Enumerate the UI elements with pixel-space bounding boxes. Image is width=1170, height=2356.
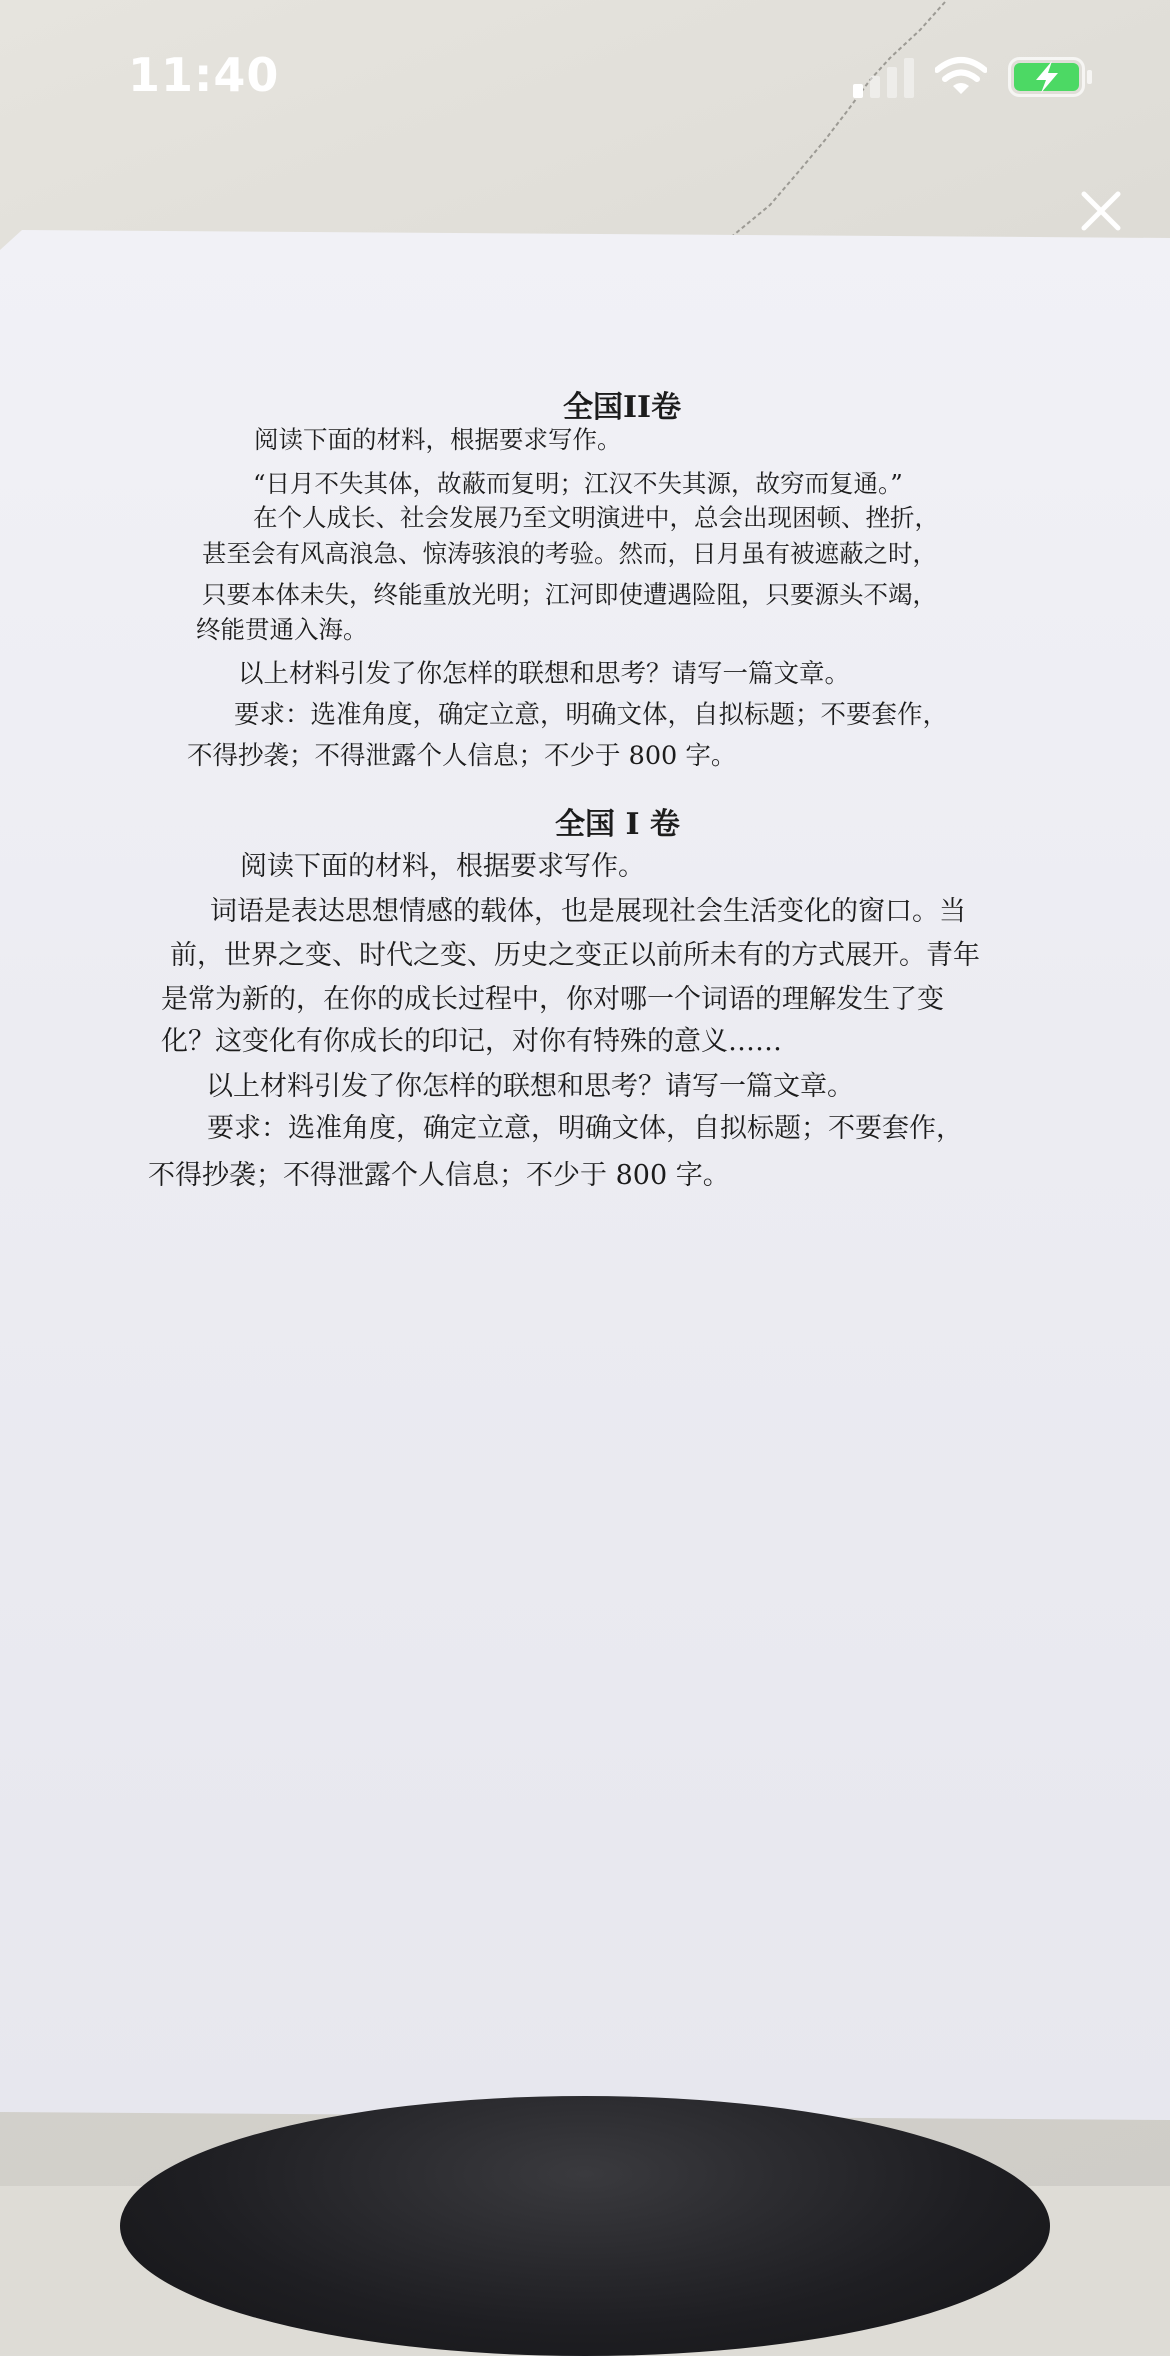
section-2-line: 不得抄袭；不得泄露个人信息；不少于 800 字。 xyxy=(187,741,737,771)
section-2-line: 阅读下面的材料，根据要求写作。 xyxy=(254,425,622,454)
section-2-line: “日月不失其体，故蔽而复明；江汉不失其源，故穷而复通。” xyxy=(253,469,903,498)
section-2-line: 只要本体未失，终能重放光明；江河即使遭遇险阻，只要源头不竭， xyxy=(202,580,937,609)
status-bar xyxy=(0,0,1170,150)
section-2-line: 终能贯通入海。 xyxy=(196,615,368,644)
section-1-line: 是常为新的，在你的成长过程中，你对哪一个词语的理解发生了变 xyxy=(161,984,944,1015)
battery-charging-icon xyxy=(1008,57,1094,97)
section-1-line: 词语是表达思想情感的载体，也是展现社会生活变化的窗口。当 xyxy=(210,896,966,927)
section-2-line: 甚至会有风高浪急、惊涛骇浪的考验。然而，日月虽有被遮蔽之时， xyxy=(202,539,937,568)
section-1-line: 不得抄袭；不得泄露个人信息；不少于 800 字。 xyxy=(148,1160,730,1191)
wifi-icon xyxy=(935,56,987,96)
section-1-line: 前，世界之变、时代之变、历史之变正以前所未有的方式展开。青年 xyxy=(170,940,980,971)
section-1-line: 阅读下面的材料，根据要求写作。 xyxy=(240,851,645,882)
section-1-line: 以上材料引发了你怎样的联想和思考？请写一篇文章。 xyxy=(206,1071,854,1102)
cellular-signal-icon xyxy=(853,58,915,98)
close-icon[interactable] xyxy=(1078,188,1124,234)
section-1-line: 要求：选准角度，确定立意，明确文体，自拟标题；不要套作， xyxy=(207,1113,963,1144)
dark-object-foreground xyxy=(120,2096,1050,2356)
section-1-line: 化？这变化有你成长的印记，对你有特殊的意义…… xyxy=(161,1026,782,1057)
section-1-title: 全国 I 卷 xyxy=(555,807,680,842)
section-2-line: 要求：选准角度，确定立意，明确文体，自拟标题；不要套作， xyxy=(234,700,949,730)
section-2-line: 以上材料引发了你怎样的联想和思考？请写一篇文章。 xyxy=(238,659,851,689)
section-2-line: 在个人成长、社会发展乃至文明演进中，总会出现困顿、挫折， xyxy=(253,503,939,532)
section-2-title: 全国II卷 xyxy=(563,390,682,425)
status-time: 11:40 xyxy=(128,48,280,102)
